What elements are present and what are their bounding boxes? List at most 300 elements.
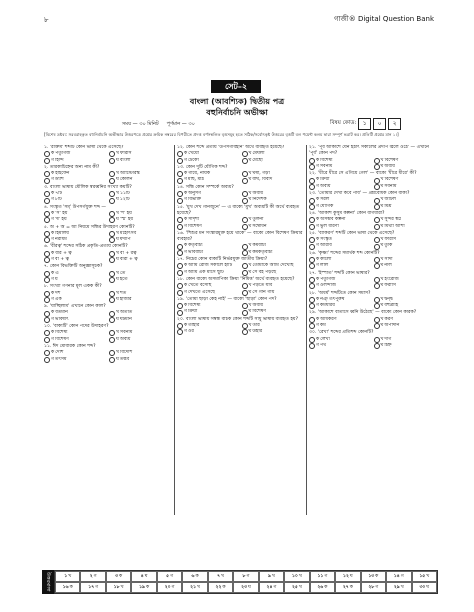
option-letter: খ bbox=[248, 243, 252, 249]
answer-number: ১৩ bbox=[368, 574, 375, 579]
option-bubble-icon[interactable] bbox=[374, 217, 380, 223]
option-text: কর্মধারয় bbox=[320, 303, 335, 309]
option-bubble-icon[interactable] bbox=[242, 158, 248, 164]
answer-option[interactable] bbox=[109, 217, 172, 223]
answer-option[interactable] bbox=[374, 243, 437, 249]
answer-option[interactable] bbox=[374, 263, 437, 269]
option-bubble-icon[interactable] bbox=[44, 211, 50, 217]
option-bubble-icon[interactable] bbox=[109, 217, 115, 223]
option-letter: ঘ bbox=[380, 163, 384, 169]
option-text: তাঁহার bbox=[188, 323, 200, 329]
option-bubble-icon[interactable] bbox=[44, 330, 50, 336]
option-bubble-icon[interactable] bbox=[44, 251, 50, 257]
option-bubble-icon[interactable] bbox=[177, 329, 183, 335]
option-list bbox=[177, 263, 304, 276]
option-bubble-icon[interactable] bbox=[44, 171, 50, 177]
option-text: তুর্কি bbox=[384, 243, 393, 249]
option-bubble-icon[interactable] bbox=[177, 303, 183, 309]
option-bubble-icon[interactable] bbox=[374, 178, 380, 184]
option-text: উহার bbox=[252, 329, 263, 335]
option-letter: গ bbox=[316, 163, 320, 169]
answer-option[interactable] bbox=[44, 277, 107, 283]
option-bubble-icon[interactable] bbox=[309, 164, 315, 170]
option-bubble-icon[interactable] bbox=[309, 184, 315, 190]
option-bubble-icon[interactable] bbox=[44, 158, 50, 164]
option-letter: খ bbox=[380, 217, 384, 223]
option-bubble-icon[interactable] bbox=[242, 303, 248, 309]
answer-key-tag: উত্তরমালা bbox=[42, 570, 54, 594]
option-bubble-icon[interactable] bbox=[309, 178, 315, 184]
option-bubble-icon[interactable] bbox=[44, 277, 50, 283]
option-letter: গ bbox=[51, 296, 55, 302]
answer-option[interactable] bbox=[177, 329, 240, 335]
option-text: তৎসম bbox=[55, 356, 67, 362]
option-bubble-icon[interactable] bbox=[109, 191, 115, 197]
answer-option[interactable] bbox=[374, 303, 437, 309]
option-letter: গ bbox=[316, 323, 320, 329]
option-letter: গ bbox=[316, 263, 320, 269]
question-text: ১৬. 'শিশুর মন সংস্কারমুক্ত হয়ে থাকে' — বাক্যে কোন বিশেষণ ক্রিয়ার ব্যবহার? bbox=[177, 230, 303, 243]
option-letter: ঘ bbox=[380, 342, 384, 348]
option-text: ফরাসি bbox=[384, 283, 396, 289]
option-letter: খ bbox=[116, 310, 120, 316]
answer-letter: ঘ bbox=[248, 585, 251, 590]
option-text: লেখা bbox=[320, 336, 330, 342]
answer-option[interactable] bbox=[44, 257, 107, 263]
option-letter: ক bbox=[51, 191, 55, 197]
option-letter: ঘ bbox=[116, 356, 119, 362]
option-bubble-icon[interactable] bbox=[374, 297, 380, 303]
option-letter: ক bbox=[184, 283, 188, 289]
answer-option[interactable] bbox=[374, 343, 437, 349]
answer-key-cell bbox=[131, 571, 156, 582]
question-text: ১৭. নিচের কোন বাক্যটি নির্ভরযুক্ত জাতীয় ক্রিয়া? bbox=[177, 257, 268, 263]
option-bubble-icon[interactable] bbox=[374, 204, 380, 210]
answer-option[interactable] bbox=[109, 177, 172, 183]
answer-letter: গ bbox=[324, 574, 328, 579]
option-text: 'স' হয় bbox=[55, 210, 68, 216]
option-bubble-icon[interactable] bbox=[109, 251, 115, 257]
answer-option[interactable] bbox=[309, 204, 372, 210]
question-item bbox=[177, 257, 304, 276]
option-bubble-icon[interactable] bbox=[177, 198, 183, 204]
option-bubble-icon[interactable] bbox=[242, 198, 248, 204]
option-bubble-icon[interactable] bbox=[44, 311, 50, 317]
option-bubble-icon[interactable] bbox=[309, 224, 315, 230]
option-letter: ঘ bbox=[248, 309, 252, 315]
option-bubble-icon[interactable] bbox=[44, 357, 50, 363]
option-bubble-icon[interactable] bbox=[309, 317, 315, 323]
question-text: ১৩. কোন দুটি যৌগিক শব্দ? bbox=[177, 164, 228, 170]
answer-option[interactable] bbox=[44, 317, 107, 323]
option-bubble-icon[interactable] bbox=[177, 270, 183, 276]
option-bubble-icon[interactable] bbox=[374, 303, 380, 309]
option-bubble-icon[interactable] bbox=[44, 231, 50, 237]
option-bubble-icon[interactable] bbox=[109, 297, 115, 303]
answer-letter: খ bbox=[120, 585, 124, 590]
option-text: টেকো bbox=[188, 157, 199, 163]
option-text: বাংলা bbox=[119, 157, 131, 163]
option-bubble-icon[interactable] bbox=[374, 337, 380, 343]
option-letter: ক bbox=[184, 263, 188, 269]
marks-text: পূর্ণমান — ৩০ bbox=[166, 121, 195, 127]
option-bubble-icon[interactable] bbox=[177, 290, 183, 296]
option-letter: ক bbox=[51, 151, 55, 157]
option-letter: খ bbox=[116, 270, 120, 276]
option-bubble-icon[interactable] bbox=[309, 158, 315, 164]
option-letter: ঘ bbox=[248, 329, 252, 335]
answer-option[interactable] bbox=[44, 158, 107, 164]
option-bubble-icon[interactable] bbox=[374, 198, 380, 204]
option-bubble-icon[interactable] bbox=[374, 323, 380, 329]
option-bubble-icon[interactable] bbox=[309, 303, 315, 309]
answer-option[interactable] bbox=[309, 184, 372, 190]
option-bubble-icon[interactable] bbox=[109, 277, 115, 283]
answer-number: ৬ bbox=[191, 574, 195, 579]
option-bubble-icon[interactable] bbox=[242, 151, 248, 157]
page-number: ৮ bbox=[44, 16, 49, 24]
answer-letter: ক bbox=[375, 574, 379, 579]
option-bubble-icon[interactable] bbox=[109, 291, 115, 297]
answer-option[interactable] bbox=[242, 158, 305, 164]
answer-number: ২৭ bbox=[342, 585, 349, 590]
option-bubble-icon[interactable] bbox=[44, 297, 50, 303]
option-bubble-icon[interactable] bbox=[309, 198, 315, 204]
question-item bbox=[177, 277, 304, 296]
question-item bbox=[309, 310, 436, 329]
answer-number: ১২ bbox=[343, 574, 349, 579]
answer-key-cell bbox=[335, 582, 360, 593]
option-bubble-icon[interactable] bbox=[109, 178, 115, 184]
option-text: তার bbox=[252, 323, 260, 329]
option-list bbox=[44, 191, 172, 204]
question-columns bbox=[42, 145, 438, 515]
answer-option[interactable] bbox=[44, 337, 107, 343]
option-letter: খ bbox=[248, 151, 252, 157]
option-letter: ঘ bbox=[380, 283, 384, 289]
option-bubble-icon[interactable] bbox=[374, 263, 380, 269]
option-bubble-icon[interactable] bbox=[374, 317, 380, 323]
option-text: সর্বনাম bbox=[384, 183, 397, 189]
answer-option[interactable] bbox=[44, 297, 107, 303]
option-bubble-icon[interactable] bbox=[109, 151, 115, 157]
option-bubble-icon[interactable] bbox=[309, 257, 315, 263]
code-digit: ১ bbox=[358, 118, 371, 130]
answer-option[interactable] bbox=[109, 357, 172, 363]
option-bubble-icon[interactable] bbox=[242, 283, 248, 289]
option-bubble-icon[interactable] bbox=[109, 211, 115, 217]
answer-option[interactable] bbox=[374, 224, 437, 230]
option-bubble-icon[interactable] bbox=[109, 158, 115, 164]
option-bubble-icon[interactable] bbox=[177, 178, 183, 184]
option-text: এ bbox=[55, 270, 59, 276]
option-text: ভাববাচ্য bbox=[188, 249, 204, 255]
option-bubble-icon[interactable] bbox=[374, 224, 380, 230]
option-bubble-icon[interactable] bbox=[309, 323, 315, 329]
option-letter: খ bbox=[248, 283, 252, 289]
option-bubble-icon[interactable] bbox=[374, 283, 380, 289]
option-letter: ঘ bbox=[116, 217, 119, 223]
option-text: বিশেষণ bbox=[252, 309, 267, 315]
option-bubble-icon[interactable] bbox=[242, 290, 248, 296]
answer-option[interactable] bbox=[309, 323, 372, 329]
answer-key-cell bbox=[131, 582, 156, 593]
answer-key-cell bbox=[310, 571, 335, 582]
option-bubble-icon[interactable] bbox=[109, 171, 115, 177]
option-bubble-icon[interactable] bbox=[109, 257, 115, 263]
option-letter: গ bbox=[51, 336, 55, 342]
option-bubble-icon[interactable] bbox=[177, 171, 183, 177]
answer-option[interactable] bbox=[109, 197, 172, 203]
option-bubble-icon[interactable] bbox=[177, 283, 183, 289]
option-bubble-icon[interactable] bbox=[109, 271, 115, 277]
answer-option[interactable] bbox=[44, 357, 107, 363]
answer-number: ২২ bbox=[215, 585, 222, 590]
option-bubble-icon[interactable] bbox=[242, 263, 248, 269]
option-bubble-icon[interactable] bbox=[177, 191, 183, 197]
answer-option[interactable] bbox=[242, 177, 305, 183]
answer-option[interactable] bbox=[109, 317, 172, 323]
option-bubble-icon[interactable] bbox=[109, 237, 115, 243]
answer-option[interactable] bbox=[242, 329, 305, 335]
option-text: সাদৃশ্য bbox=[188, 217, 200, 223]
option-text: তোমাকে আমি দেখেছি bbox=[252, 263, 294, 269]
question-item bbox=[44, 165, 172, 184]
option-text: গায়ে, নায়ক bbox=[188, 171, 211, 177]
option-bubble-icon[interactable] bbox=[242, 323, 248, 329]
answer-option[interactable] bbox=[177, 197, 240, 203]
answer-option[interactable] bbox=[309, 243, 372, 249]
option-bubble-icon[interactable] bbox=[177, 310, 183, 316]
option-bubble-icon[interactable] bbox=[177, 244, 183, 250]
question-text: ১. 'রক্তিম' শব্দটি কোন ভাষা থেকে এসেছে? bbox=[44, 145, 124, 150]
option-bubble-icon[interactable] bbox=[177, 263, 183, 269]
answer-letter: ক bbox=[349, 585, 353, 590]
option-bubble-icon[interactable] bbox=[44, 271, 50, 277]
option-text: চিহ্ন bbox=[384, 342, 392, 348]
answer-option[interactable] bbox=[374, 184, 437, 190]
answer-option[interactable] bbox=[44, 197, 107, 203]
option-bubble-icon[interactable] bbox=[177, 250, 183, 256]
answer-option[interactable] bbox=[242, 197, 305, 203]
option-text: ৭টি bbox=[55, 191, 63, 197]
option-text: হাইফেন bbox=[55, 171, 70, 177]
option-letter: খ bbox=[380, 157, 384, 163]
option-bubble-icon[interactable] bbox=[109, 198, 115, 204]
answer-option[interactable] bbox=[44, 237, 107, 243]
option-text: পড়তে যাব bbox=[252, 283, 273, 289]
answer-key-cell bbox=[310, 582, 335, 593]
option-bubble-icon[interactable] bbox=[374, 164, 380, 170]
option-bubble-icon[interactable] bbox=[309, 204, 315, 210]
option-text: তদ্ভব bbox=[119, 356, 130, 362]
option-letter: ঘ bbox=[380, 263, 384, 269]
option-letter: খ bbox=[380, 296, 384, 302]
option-bubble-icon[interactable] bbox=[374, 277, 380, 283]
option-text: বিশেষণ bbox=[188, 223, 202, 229]
answer-option[interactable] bbox=[177, 177, 240, 183]
answer-option[interactable] bbox=[109, 257, 172, 263]
option-letter: ক bbox=[51, 210, 55, 216]
option-list bbox=[177, 303, 304, 316]
option-text: নঞ্ তৎপুরুষ bbox=[320, 296, 345, 302]
option-bubble-icon[interactable] bbox=[44, 350, 50, 356]
option-bubble-icon[interactable] bbox=[309, 277, 315, 283]
option-text: ৮টি bbox=[55, 197, 62, 203]
answer-option[interactable] bbox=[374, 164, 437, 170]
answer-option[interactable] bbox=[242, 290, 305, 296]
option-bubble-icon[interactable] bbox=[309, 263, 315, 269]
option-bubble-icon[interactable] bbox=[44, 237, 50, 243]
option-letter: খ bbox=[380, 177, 384, 183]
option-bubble-icon[interactable] bbox=[177, 217, 183, 223]
option-bubble-icon[interactable] bbox=[242, 329, 248, 335]
option-letter: ঘ bbox=[380, 323, 384, 329]
option-letter: ক bbox=[316, 157, 320, 163]
option-bubble-icon[interactable] bbox=[44, 178, 50, 184]
option-text: মহোৎসব bbox=[120, 230, 137, 236]
option-letter: ক bbox=[51, 310, 55, 316]
question-text: ২. তারকাচিহ্নের অন্য নাম কী? bbox=[44, 164, 100, 170]
option-text: কালো bbox=[320, 257, 332, 263]
option-bubble-icon[interactable] bbox=[109, 311, 115, 317]
option-bubble-icon[interactable] bbox=[177, 323, 183, 329]
option-bubble-icon[interactable] bbox=[374, 158, 380, 164]
answer-option[interactable] bbox=[109, 297, 172, 303]
option-bubble-icon[interactable] bbox=[309, 244, 315, 250]
answer-number: ৪ bbox=[140, 574, 144, 579]
answer-key-cell bbox=[361, 582, 386, 593]
option-text: ১১টি bbox=[120, 191, 130, 197]
option-bubble-icon[interactable] bbox=[309, 237, 315, 243]
answer-option[interactable] bbox=[177, 158, 240, 164]
option-bubble-icon[interactable] bbox=[44, 198, 50, 204]
option-letter: ঘ bbox=[116, 296, 119, 302]
option-bubble-icon[interactable] bbox=[242, 270, 248, 276]
option-bubble-icon[interactable] bbox=[177, 224, 183, 230]
answer-option[interactable] bbox=[109, 237, 172, 243]
answer-option[interactable] bbox=[242, 309, 305, 315]
answer-option[interactable] bbox=[374, 283, 437, 289]
option-text: ওর bbox=[188, 329, 194, 335]
option-bubble-icon[interactable] bbox=[44, 191, 50, 197]
option-letter: গ bbox=[184, 269, 188, 275]
option-text: ভুল ধারণা bbox=[320, 223, 339, 229]
option-bubble-icon[interactable] bbox=[44, 151, 50, 157]
option-list bbox=[177, 191, 304, 204]
option-bubble-icon[interactable] bbox=[242, 250, 248, 256]
option-bubble-icon[interactable] bbox=[109, 350, 115, 356]
option-list bbox=[44, 231, 172, 244]
answer-option[interactable] bbox=[177, 309, 240, 315]
option-letter: গ bbox=[51, 316, 55, 322]
answer-option[interactable] bbox=[309, 343, 372, 349]
answer-option[interactable] bbox=[309, 224, 372, 230]
option-bubble-icon[interactable] bbox=[309, 283, 315, 289]
option-bubble-icon[interactable] bbox=[109, 231, 115, 237]
answer-option[interactable] bbox=[309, 283, 372, 289]
answer-option[interactable] bbox=[109, 158, 172, 164]
option-bubble-icon[interactable] bbox=[309, 343, 315, 349]
answer-number: ১৮ bbox=[113, 585, 120, 590]
answer-letter: খ bbox=[271, 574, 275, 579]
answer-option[interactable] bbox=[177, 290, 240, 296]
answer-option[interactable] bbox=[177, 270, 240, 276]
option-bubble-icon[interactable] bbox=[109, 337, 115, 343]
option-bubble-icon[interactable] bbox=[109, 330, 115, 336]
question-item bbox=[177, 165, 304, 184]
answer-option[interactable] bbox=[309, 303, 372, 309]
answer-option[interactable] bbox=[374, 323, 437, 329]
answer-option[interactable] bbox=[309, 263, 372, 269]
option-bubble-icon[interactable] bbox=[44, 217, 50, 223]
answer-option[interactable] bbox=[242, 270, 305, 276]
option-letter: খ bbox=[380, 336, 384, 342]
option-bubble-icon[interactable] bbox=[44, 337, 50, 343]
answer-option[interactable] bbox=[109, 277, 172, 283]
option-bubble-icon[interactable] bbox=[44, 291, 50, 297]
answer-option[interactable] bbox=[309, 164, 372, 170]
option-bubble-icon[interactable] bbox=[242, 244, 248, 250]
option-bubble-icon[interactable] bbox=[242, 178, 248, 184]
answer-option[interactable] bbox=[242, 250, 305, 256]
option-bubble-icon[interactable] bbox=[374, 343, 380, 349]
brand-title: গাজী® Digital Question Bank bbox=[333, 15, 434, 23]
option-bubble-icon[interactable] bbox=[44, 257, 50, 263]
option-letter: খ bbox=[248, 191, 252, 197]
option-bubble-icon[interactable] bbox=[374, 237, 380, 243]
answer-option[interactable] bbox=[374, 204, 437, 210]
option-bubble-icon[interactable] bbox=[242, 217, 248, 223]
option-bubble-icon[interactable] bbox=[374, 257, 380, 263]
option-bubble-icon[interactable] bbox=[177, 151, 183, 157]
option-bubble-icon[interactable] bbox=[374, 184, 380, 190]
answer-option[interactable] bbox=[109, 337, 172, 343]
option-bubble-icon[interactable] bbox=[309, 217, 315, 223]
answer-option[interactable] bbox=[44, 177, 107, 183]
option-bubble-icon[interactable] bbox=[242, 310, 248, 316]
option-letter: গ bbox=[316, 223, 320, 229]
answer-key-grid bbox=[54, 570, 438, 594]
option-bubble-icon[interactable] bbox=[242, 171, 248, 177]
option-bubble-icon[interactable] bbox=[177, 158, 183, 164]
answer-option[interactable] bbox=[242, 224, 305, 230]
option-bubble-icon[interactable] bbox=[44, 317, 50, 323]
question-item bbox=[44, 244, 172, 263]
answer-key-cell bbox=[208, 582, 233, 593]
option-bubble-icon[interactable] bbox=[309, 337, 315, 343]
option-bubble-icon[interactable] bbox=[309, 297, 315, 303]
answer-option[interactable] bbox=[44, 217, 107, 223]
answer-option[interactable] bbox=[177, 224, 240, 230]
option-letter: গ bbox=[316, 203, 320, 209]
option-bubble-icon[interactable] bbox=[109, 317, 115, 323]
option-bubble-icon[interactable] bbox=[242, 224, 248, 230]
option-bubble-icon[interactable] bbox=[374, 244, 380, 250]
option-text: দাগ bbox=[384, 336, 392, 342]
option-text: এক bbox=[55, 296, 62, 302]
answer-option[interactable] bbox=[177, 250, 240, 256]
option-bubble-icon[interactable] bbox=[242, 191, 248, 197]
question-text: ২৯. 'আকাশে বাতাসে ধ্বনি উঠেছে' — বাক্যে কোন কারক? bbox=[309, 310, 417, 316]
option-letter: ক bbox=[51, 230, 55, 236]
answer-key-cell bbox=[259, 582, 284, 593]
question-text: ১২. কোন শব্দে প্রত্যয় 'উপসর্গবিহীন' অর্থে ব্যবহৃত হয়েছে? bbox=[177, 145, 285, 150]
answer-number: ৮ bbox=[242, 574, 246, 579]
option-bubble-icon[interactable] bbox=[109, 357, 115, 363]
option-letter: ঘ bbox=[248, 269, 252, 275]
answer-number: ২ bbox=[89, 574, 93, 579]
